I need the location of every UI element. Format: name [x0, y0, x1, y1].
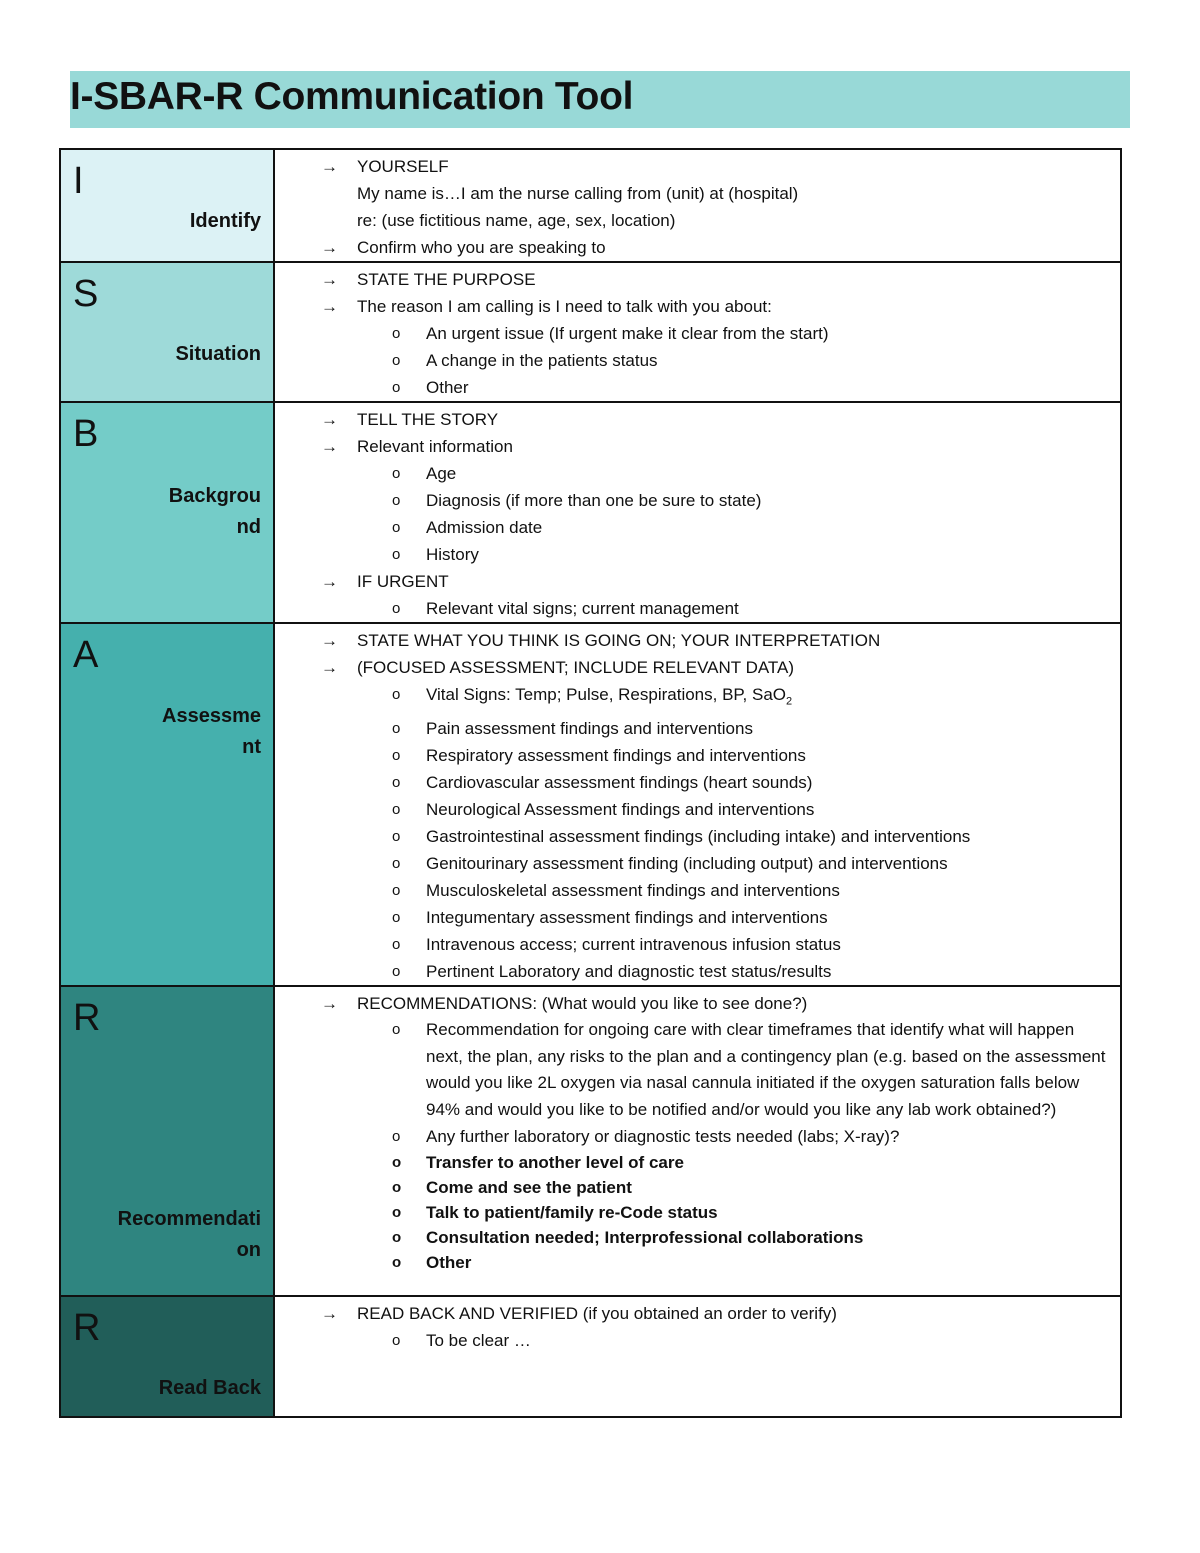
list-item: → TELL THE STORY: [275, 406, 1120, 433]
bullet-icon: o: [392, 546, 401, 563]
assessment-content: [274, 623, 1121, 986]
list-item: o Gastrointestinal assessment findings (including intake) and interventions: [275, 823, 1120, 850]
arrow-icon: →: [321, 157, 338, 176]
bullet-icon: o: [392, 774, 401, 792]
bullet-icon: o: [392, 801, 401, 819]
bullet-icon: o: [392, 352, 401, 369]
background-letter: B: [73, 413, 99, 455]
list-item: o To be clear …: [275, 1327, 1120, 1354]
read-back-label: Read Back: [158, 1377, 261, 1400]
list-item: o Talk to patient/family re-Code status: [275, 1200, 1120, 1225]
bullet-icon: o: [392, 686, 401, 703]
bullet-icon: o: [392, 1204, 402, 1222]
bullet-icon: o: [392, 936, 401, 954]
read-back-letter: R: [73, 1307, 101, 1350]
bullet-icon: o: [392, 1179, 402, 1197]
row-situation: [60, 262, 1121, 402]
list-item: o Admission date: [275, 514, 1120, 541]
identify-label: Identify: [189, 210, 261, 232]
page-title: I-SBAR-R Communication Tool: [70, 75, 634, 118]
arrow-icon: →: [321, 437, 338, 456]
bullet-icon: o: [392, 909, 401, 927]
bullet-icon: o: [392, 747, 401, 765]
row-recommendation: [60, 986, 1121, 1296]
arrow-icon: →: [321, 1304, 338, 1324]
list-item: o Come and see the patient: [275, 1175, 1120, 1200]
arrow-icon: →: [321, 297, 338, 316]
row-background: [60, 402, 1121, 623]
list-item: o Pain assessment findings and interventions: [275, 715, 1120, 742]
list-item: o A change in the patients status: [275, 347, 1120, 374]
bullet-icon: o: [392, 465, 401, 482]
arrow-icon: →: [321, 631, 338, 650]
list-item: o Other: [275, 374, 1120, 401]
bullet-icon: o: [392, 600, 401, 617]
list-item: → Relevant information: [275, 433, 1120, 460]
list-item: → STATE THE PURPOSE: [275, 266, 1120, 293]
list-item: → YOURSELF: [275, 153, 1120, 180]
list-item: o Intravenous access; current intravenous infusion status: [275, 931, 1120, 958]
arrow-icon: →: [321, 238, 338, 257]
bullet-icon: o: [392, 1332, 401, 1350]
list-item: o Neurological Assessment findings and interventions: [275, 796, 1120, 823]
read-back-content: [274, 1296, 1121, 1417]
list-item: o Relevant vital signs; current management: [275, 595, 1120, 622]
recommendation-label-cell: [60, 986, 274, 1296]
arrow-icon: →: [321, 572, 338, 591]
list-item: o Vital Signs: Temp; Pulse, Respirations, BP, SaO$_2$: [275, 681, 1120, 715]
list-item: → The reason I am calling is I need to talk with you about:: [275, 293, 1120, 320]
list-item: o Any further laboratory or diagnostic tests needed (labs; X-ray)?: [275, 1123, 1120, 1150]
situation-content: [274, 262, 1121, 402]
bullet-icon: o: [392, 492, 401, 509]
arrow-icon: →: [321, 410, 338, 429]
list-item: re: (use fictitious name, age, sex, location): [357, 211, 676, 230]
bullet-icon: o: [392, 882, 401, 900]
recommendation-letter: R: [73, 997, 101, 1040]
arrow-icon: →: [321, 994, 338, 1014]
list-item: o Integumentary assessment findings and interventions: [275, 904, 1120, 931]
list-item: o Consultation needed; Interprofessional collaborations: [275, 1225, 1120, 1250]
bullet-icon: o: [392, 1229, 402, 1247]
read-back-label-cell: [60, 1296, 274, 1417]
bullet-icon: o: [392, 325, 401, 342]
assessment-label: Assessment: [162, 705, 261, 758]
list-item: → IF URGENT: [275, 568, 1120, 595]
identify-label-cell: [60, 149, 274, 262]
row-identify: [60, 149, 1121, 262]
situation-label-cell: [60, 262, 274, 402]
title-bar: [70, 71, 1130, 128]
background-content: [274, 402, 1121, 623]
bullet-icon: o: [392, 828, 401, 846]
bullet-icon: o: [392, 1128, 401, 1146]
list-item: o Pertinent Laboratory and diagnostic test status/results: [275, 958, 1120, 985]
isbar-table: [59, 148, 1122, 1418]
bullet-icon: o: [392, 1021, 401, 1039]
identify-letter: I: [73, 160, 84, 202]
arrow-icon: →: [321, 270, 338, 289]
list-item: o Other: [275, 1250, 1120, 1275]
list-item: o Diagnosis (if more than one be sure to state): [275, 487, 1120, 514]
background-label-cell: [60, 402, 274, 623]
list-item: → RECOMMENDATIONS: (What would you like to see done?): [275, 990, 1120, 1017]
list-item: o Age: [275, 460, 1120, 487]
recommendation-label: Recommendation: [117, 1208, 261, 1262]
list-item: o History: [275, 541, 1120, 568]
assessment-letter: A: [73, 634, 99, 676]
situation-letter: S: [73, 273, 99, 315]
identify-content: [274, 149, 1121, 262]
list-item: o Respiratory assessment findings and interventions: [275, 742, 1120, 769]
bullet-icon: o: [392, 855, 401, 873]
bullet-icon: o: [392, 1254, 402, 1272]
list-item: → READ BACK AND VERIFIED (if you obtained an order to verify): [275, 1300, 1120, 1327]
bullet-icon: o: [392, 519, 401, 536]
list-item: o Transfer to another level of care: [275, 1150, 1120, 1175]
row-read-back: [60, 1296, 1121, 1417]
list-item: → (FOCUSED ASSESSMENT; INCLUDE RELEVANT DATA): [275, 654, 1120, 681]
list-item: o Genitourinary assessment finding (including output) and interventions: [275, 850, 1120, 877]
list-item: My name is…I am the nurse calling from (unit) at (hospital): [357, 184, 799, 203]
arrow-icon: →: [321, 658, 338, 677]
recommendation-content: [274, 986, 1121, 1296]
list-item: o An urgent issue (If urgent make it clear from the start): [275, 320, 1120, 347]
list-item: o Cardiovascular assessment findings (heart sounds): [275, 769, 1120, 796]
bullet-icon: o: [392, 720, 401, 738]
assessment-label-cell: [60, 623, 274, 986]
situation-label: Situation: [175, 343, 261, 365]
row-assessment: [60, 623, 1121, 986]
background-label: Background: [168, 485, 261, 538]
list-item: o Musculoskeletal assessment findings and interventions: [275, 877, 1120, 904]
bullet-icon: o: [392, 963, 401, 981]
bullet-icon: o: [392, 379, 401, 396]
bullet-icon: o: [392, 1154, 402, 1172]
list-item: → Confirm who you are speaking to: [275, 234, 1120, 261]
list-item: o Recommendation for ongoing care with clear timeframes that identify what will happen next, the plan, any risks to the plan and a contingency plan (e.g. based on the assessment would you like 2L oxygen via nasal cannula initiated if the oxygen saturation falls below 94% and would you like to be notified and/or would you like any lab work obtained?): [275, 1017, 1120, 1123]
list-item: → STATE WHAT YOU THINK IS GOING ON; YOUR INTERPRETATION: [275, 627, 1120, 654]
